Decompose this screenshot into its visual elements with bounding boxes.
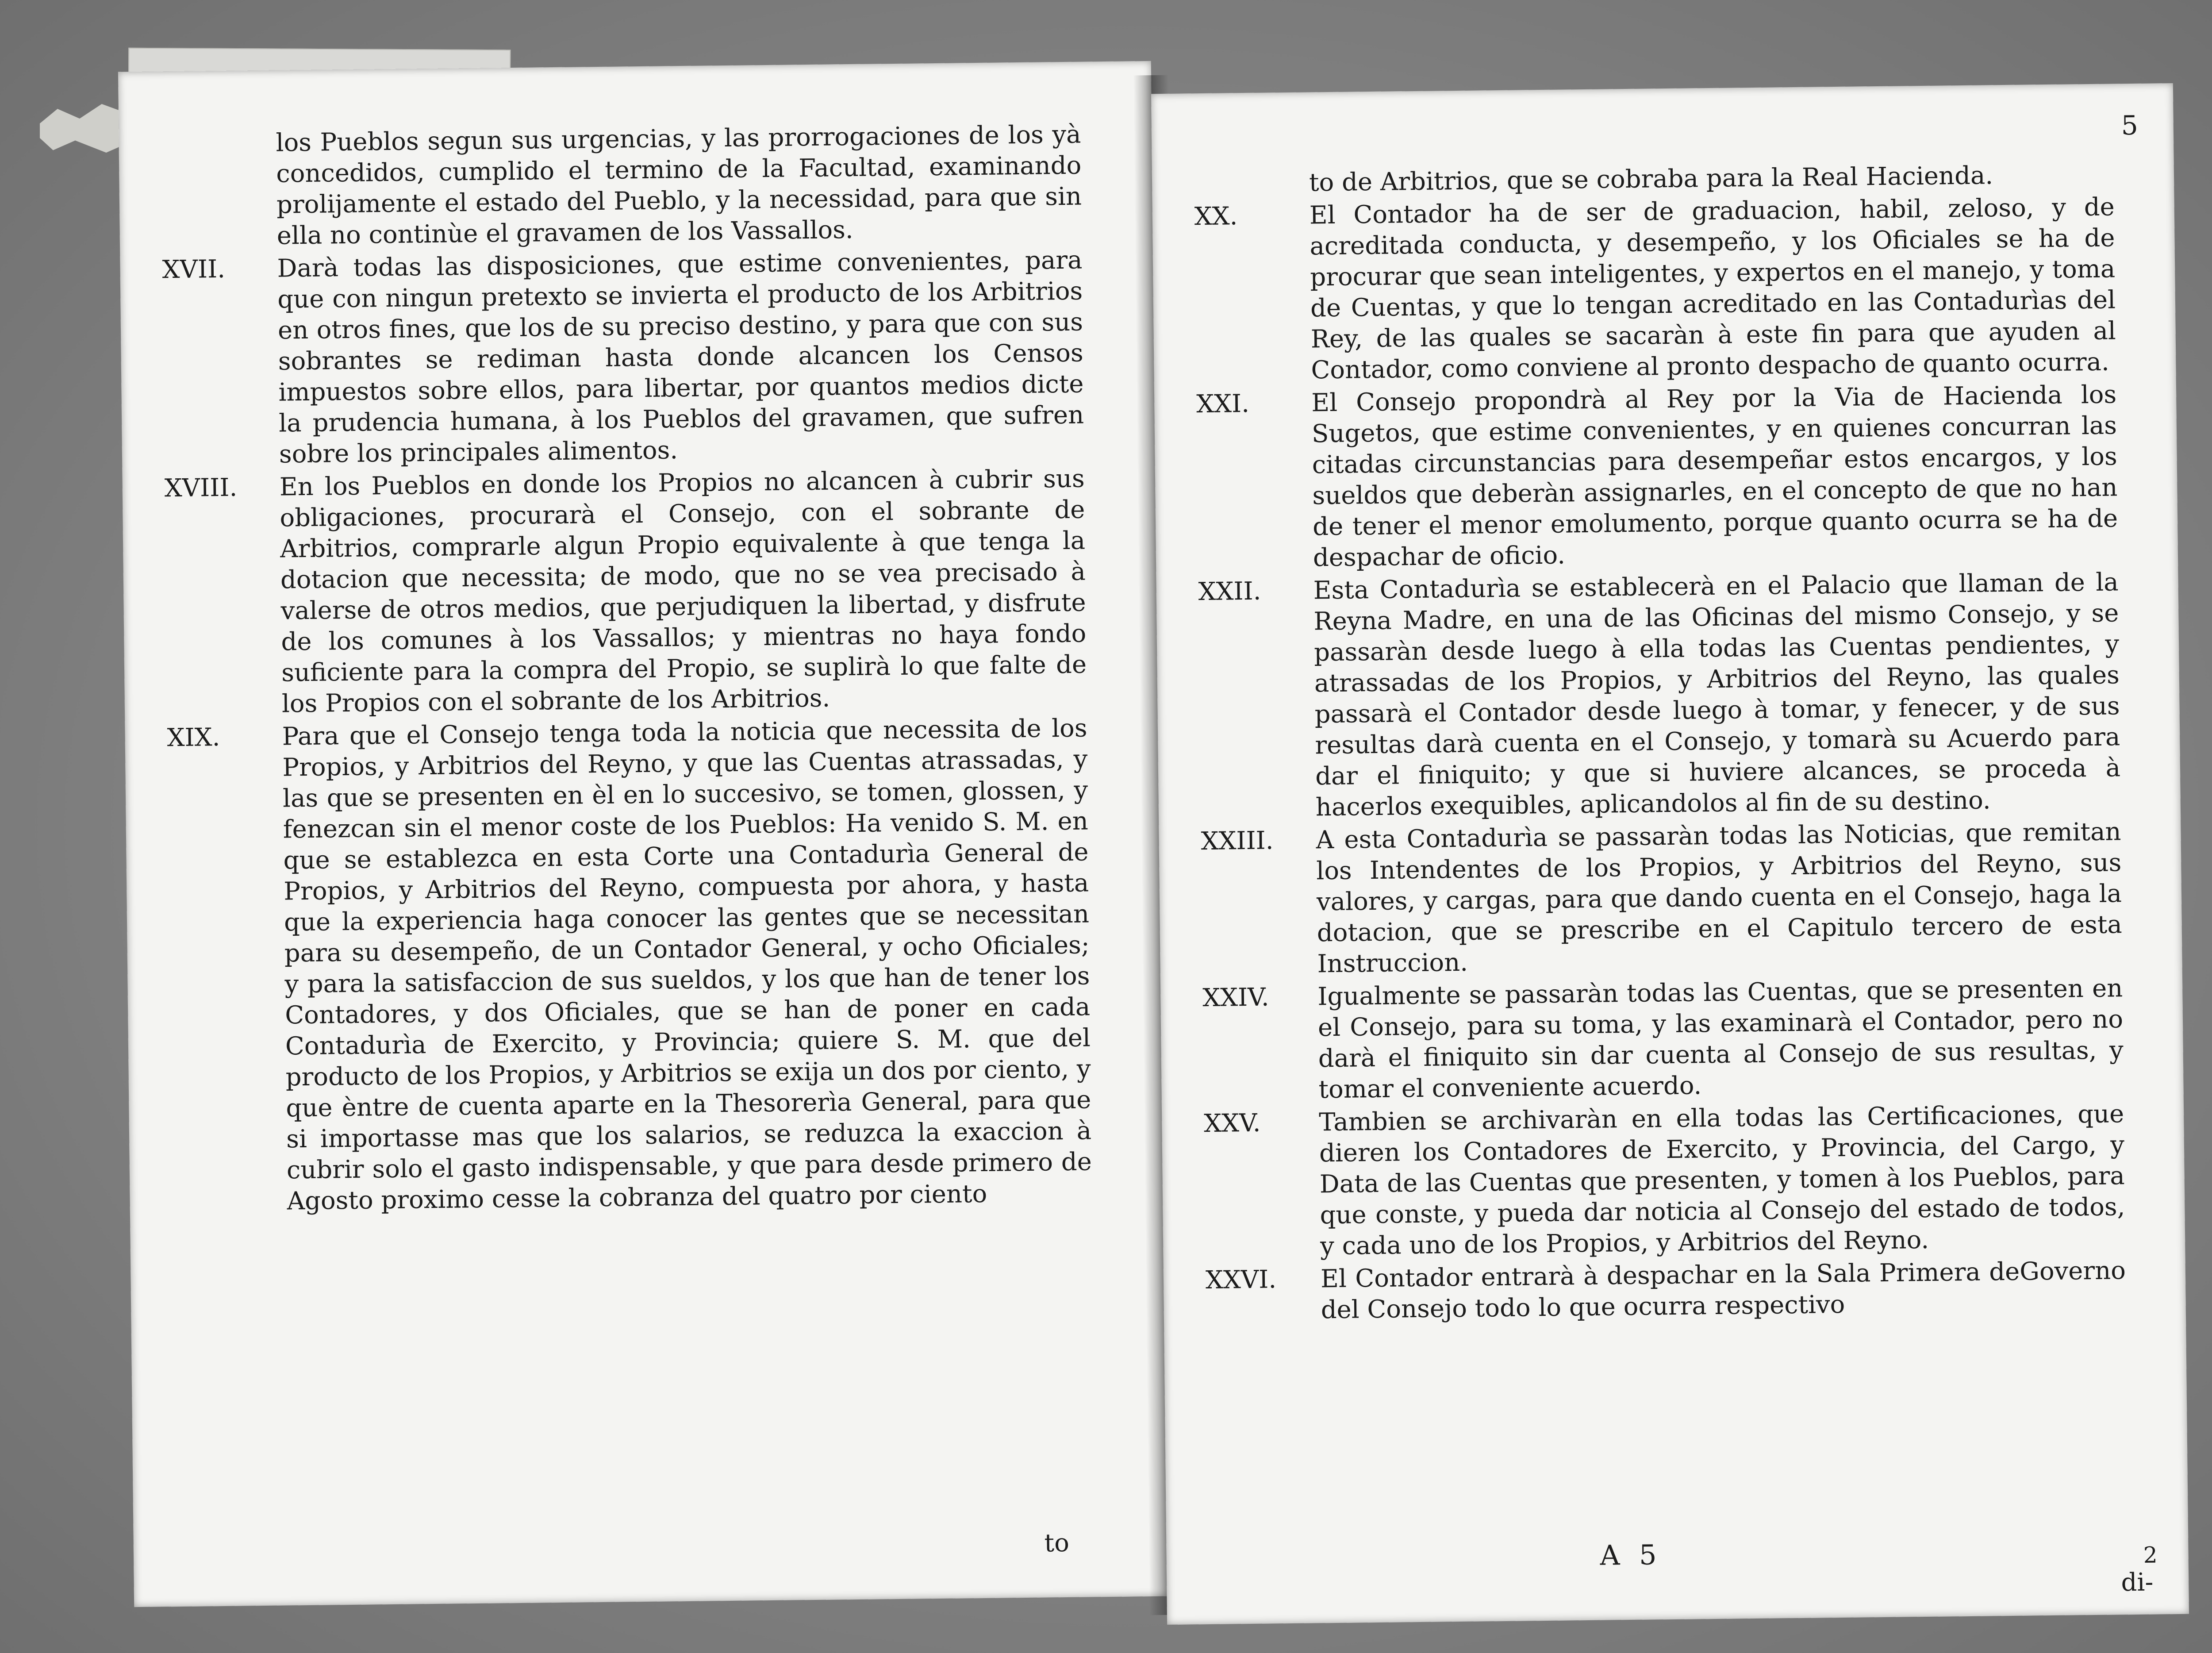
- right-paragraph-1: [1196, 379, 2118, 575]
- left-paragraph-0: [161, 119, 1082, 253]
- paragraph-text: Igualmente se passaràn todas las Cuentas, que se presenten en el Consejo, para su toma, y las examinarà el Contador, pero no darà el finiquito sin dar cuenta al Consejo de sus resultas, y tomar el conveniente acuerdo.: [1317, 974, 2124, 1104]
- paragraph-number: XXII.: [1198, 577, 1261, 607]
- paragraph-text: los Pueblos segun sus urgencias, y las prorrogaciones de los yà concedidos, cumplido el termino de la Facultad, examinando prolijamente el estado del Pueblo, y la necessidad, para que sin ella no continùe el gravamen de los Vassallos.: [276, 120, 1082, 250]
- printer-signature: A 5: [1600, 1538, 1662, 1572]
- paragraph-text: Tambien se archivaràn en ella todas las Certificaciones, que dieren los Contadores de Exercito, y Provincia, del Cargo, y Data de las Cuentas que presenten, y tomen à los Pueblos, para que conste, y pueda dar noticia al Consejo del estado de todos, y cada uno de los Propios, y Arbitrios del Reyno.: [1318, 1099, 2125, 1261]
- right-paragraph-4: [1202, 973, 2124, 1107]
- left-paragraph-2: [164, 463, 1087, 721]
- right-paragraph-3: [1201, 816, 2123, 981]
- gathering-mark: 2: [2143, 1542, 2158, 1568]
- right-page: [1151, 83, 2189, 1625]
- right-catchword: di-: [2121, 1568, 2154, 1597]
- paragraph-number: XVIII.: [164, 473, 238, 503]
- paragraph-number: XXIV.: [1202, 983, 1269, 1013]
- paragraph-text: El Consejo propondrà al Rey por la Via de Hacienda los Sugetos, que estime convenientes, y en quienes concurran las citadas circunstancias para desempeñar estos encargos, y los sueldos que deberàn assignarles, en el concepto de que no han de tener el menor emolumento, porque quanto ocurra se ha de despachar de oficio.: [1311, 380, 2118, 573]
- paragraph-text: El Contador entrarà à despachar en la Sala Primera deGoverno del Consejo todo lo que ocurra respectivo: [1320, 1256, 2126, 1325]
- left-page: [118, 61, 1167, 1607]
- paragraph-number: XXVI.: [1205, 1265, 1277, 1295]
- paragraph-text: A esta Contadurìa se passaràn todas las Noticias, que remitan los Intendentes de los Propios, y Arbitrios del Reyno, sus valores, y cargas, para que dando cuenta en el Consejo, haga la dotacion, que se prescribe en el Capitulo tercero de esta Instruccion.: [1316, 817, 2123, 979]
- paragraph-number: XIX.: [167, 723, 220, 753]
- paragraph-text: El Contador ha de ser de graduacion, habil, zeloso, y de acreditada conducta, y desempeño, y los Oficiales se ha de procurar que sean inteligentes, y expertos en el manejo, y toma de Cuentas, y que lo tengan acreditado en las Contadurìas del Rey, de las quales se sacaràn à este fin para que ayuden al Contador, como conviene al pronto despacho de quanto ocurra.: [1309, 192, 2116, 385]
- paragraph-number: XVII.: [162, 254, 226, 284]
- right-paragraph-6: [1206, 1255, 2126, 1327]
- paragraph-text: to de Arbitrios, que se cobraba para la Real Hacienda.: [1309, 161, 1993, 197]
- left-catchword: to: [1044, 1528, 1070, 1558]
- page-number: 5: [2121, 110, 2139, 142]
- right-paragraph-2: [1198, 567, 2121, 824]
- paragraph-number: XX.: [1194, 202, 1238, 231]
- paragraph-number: XXIII.: [1201, 826, 1274, 856]
- right-text-column: [1194, 159, 2126, 1329]
- right-paragraph-0: [1194, 192, 2116, 387]
- left-paragraph-3: [167, 713, 1092, 1218]
- paragraph-number: XXV.: [1203, 1108, 1261, 1138]
- paragraph-text: Darà todas las disposiciones, que estime convenientes, para que con ningun pretexto se invierta el producto de los Arbitrios en otros fines, que los de su preciso destino, y para que con sus sobrantes se rediman hasta donde alcancen los Censos impuestos sobre ellos, para libertar, por quantos medios dicte la prudencia humana, à los Pueblos del gravamen, que sufren sobre los principales alimentos.: [277, 246, 1084, 469]
- left-text-column: [161, 119, 1092, 1220]
- paragraph-number: XXI.: [1196, 389, 1250, 419]
- paragraph-text: Para que el Consejo tenga toda la noticia que necessita de los Propios, y Arbitrios del Reyno, y que las Cuentas atrassadas, y las que se presenten en èl en lo succesivo, se tomen, glossen, y fenezcan sin el menor coste de los Pueblos: Ha venido S. M. en que se establezca en esta Corte una Contadurìa General de Propios, y Arbitrios del Reyno, compuesta por ahora, y hasta que la experiencia haga conocer las gentes que se necessitan para su desempeño, de un Contador General, y ocho Oficiales; y para la satisfaccion de sus sueldos, y los que han de tener los Contadores, y dos Oficiales, que se han de poner en cada Contadurìa de Exercito, y Provincia; quiere S. M. que del producto de los Propios, y Arbitrios se exija un dos por ciento, y que èntre de cuenta aparte en la Thesorerìa General, para que si importasse mas que los salarios, se reduzca la exaccion à cubrir solo el gasto indispensable, y que para desde primero de Agosto proximo cesse la cobranza del quatro por ciento: [282, 714, 1092, 1216]
- right-paragraph-5: [1204, 1099, 2126, 1263]
- left-paragraph-1: [162, 245, 1084, 472]
- paragraph-text: Esta Contadurìa se establecerà en el Palacio que llaman de la Reyna Madre, en una de las Oficinas del mismo Consejo, y se passaràn desde luego à ella todas las Cuentas pendientes, y atrassadas de los Propios, y Arbitrios del Reyno, las quales passarà el Contador desde luego à tomar, y fenecer, y de sus resultas darà cuenta en el Consejo, y tomarà su Acuerdo para dar el finiquito; y que si huviere alcances, se proceda à hacerlos exequibles, aplicandolos al fin de su destino.: [1313, 568, 2121, 822]
- paragraph-text: En los Pueblos en donde los Propios no alcancen à cubrir sus obligaciones, procurarà el Consejo, con el sobrante de Arbitrios, comprarle algun Propio equivalente à que tenga la dotacion que necessita; de modo, que no se vea precisado à valerse de otros medios, que perjudiquen la libertad, y disfrute de los comunes à los Vassallos; y mientras no haya fondo suficiente para la compra del Propio, se suplirà lo que falte de los Propios con el sobrante de los Arbitrios.: [279, 464, 1087, 719]
